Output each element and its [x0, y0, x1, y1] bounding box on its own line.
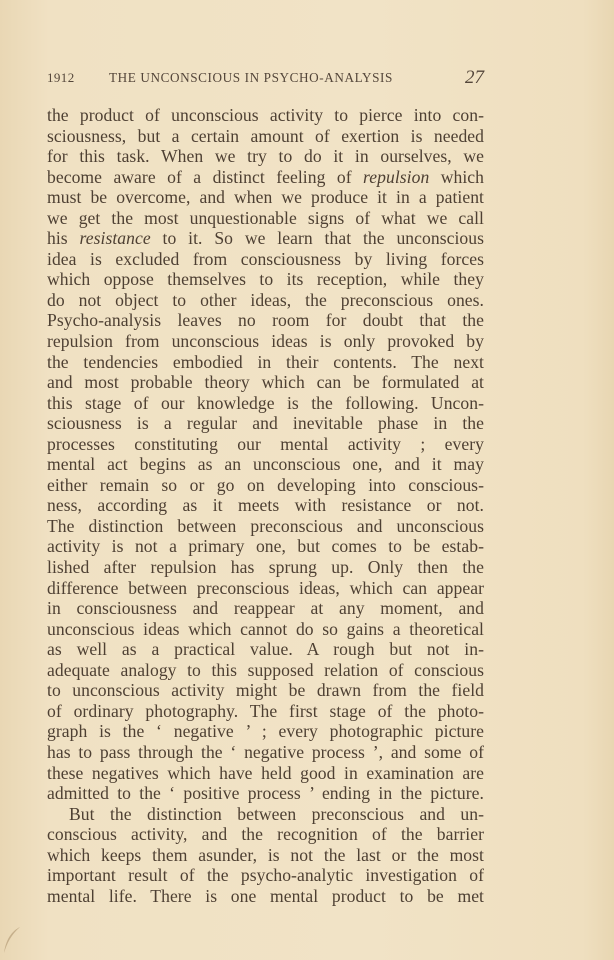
header-year: 1912: [47, 70, 75, 85]
text-line: lished after repulsion has sprung up. Only then the: [47, 557, 484, 578]
page-number: 27: [465, 67, 484, 88]
text-line: for this task. When we try to do it in ourselves, we: [47, 146, 484, 167]
text-line: The distinction between preconscious and unconscious: [47, 515, 484, 536]
text-line: sciousness is a regular and inevitable phase in the: [47, 413, 484, 434]
text-line: processes constituting our mental activity ; every: [47, 433, 484, 454]
text-line: the product of unconscious activity to pierce into con-: [47, 105, 484, 125]
text-line: as well as a practical value. A rough but not in-: [47, 639, 484, 660]
text-line: repulsion from unconscious ideas is only provoked by: [47, 331, 484, 352]
text-span: which: [429, 166, 484, 187]
text-line: sciousness, but a certain amount of exertion is needed: [47, 125, 484, 146]
text-line: [47, 167, 484, 188]
text-line: either remain so or go on developing into conscious-: [47, 474, 484, 495]
text-line: which oppose themselves to its reception, while they: [47, 269, 484, 290]
italic-term-resistance: resistance: [79, 228, 151, 249]
text-line: difference between preconscious ideas, which can appear: [47, 577, 484, 598]
text-line: important result of the psycho-analytic investigation of: [47, 865, 484, 886]
text-line: we get the most unquestionable signs of what we call: [47, 207, 484, 228]
text-line: Psycho-analysis leaves no room for doubt that the: [47, 310, 484, 331]
text-line: these negatives which have held good in examination are: [47, 762, 484, 783]
text-span: to it. So we learn that the unconscious: [150, 228, 484, 249]
text-span: become aware of a distinct feeling of: [47, 166, 364, 187]
text-line: ness, according as it meets with resistance or not.: [47, 495, 484, 516]
text-line: in consciousness and reappear at any moment, and: [47, 598, 484, 619]
text-line: admitted to the ‘ positive process ’ ending in the picture.: [47, 783, 484, 804]
text-line: this stage of our knowledge is the following. Uncon-: [47, 392, 484, 413]
paragraph-start-line: But the distinction between preconscious and un-: [69, 803, 484, 824]
header-title: THE UNCONSCIOUS IN PSYCHO-ANALYSIS: [109, 70, 393, 85]
text-line: adequate analogy to this supposed relation of conscious: [47, 659, 484, 680]
text-line: idea is excluded from consciousness by living forces: [47, 248, 484, 269]
text-line: to unconscious activity might be drawn from the field: [47, 680, 484, 701]
text-line: graph is the ‘ negative ’ ; every photographic picture: [47, 721, 484, 742]
text-line: and most probable theory which can be formulated at: [47, 372, 484, 393]
text-line: the tendencies embodied in their contents. The next: [47, 351, 484, 372]
text-line: of ordinary photography. The first stage of the photo-: [47, 700, 484, 721]
text-line: activity is not a primary one, but comes to be estab-: [47, 536, 484, 557]
text-line: do not object to other ideas, the preconscious ones.: [47, 289, 484, 310]
ink-smudge-icon: [2, 925, 22, 955]
text-span: his: [47, 228, 80, 249]
text-line: mental act begins as an unconscious one, and it may: [47, 454, 484, 475]
running-head: [47, 68, 484, 90]
text-line: conscious activity, and the recognition of the barrier: [47, 824, 484, 845]
text-line: unconscious ideas which cannot do so gains a theoretical: [47, 618, 484, 639]
text-line: which keeps them asunder, is not the last or the most: [47, 844, 484, 865]
text-line: mental life. There is one mental product to be met: [47, 885, 484, 906]
text-line: [47, 228, 484, 249]
text-line: has to pass through the ‘ negative process ’, and some of: [47, 741, 484, 762]
body-text: [47, 105, 484, 906]
text-line: must be overcome, and when we produce it in a patient: [47, 187, 484, 208]
italic-term-repulsion: repulsion: [363, 166, 430, 187]
